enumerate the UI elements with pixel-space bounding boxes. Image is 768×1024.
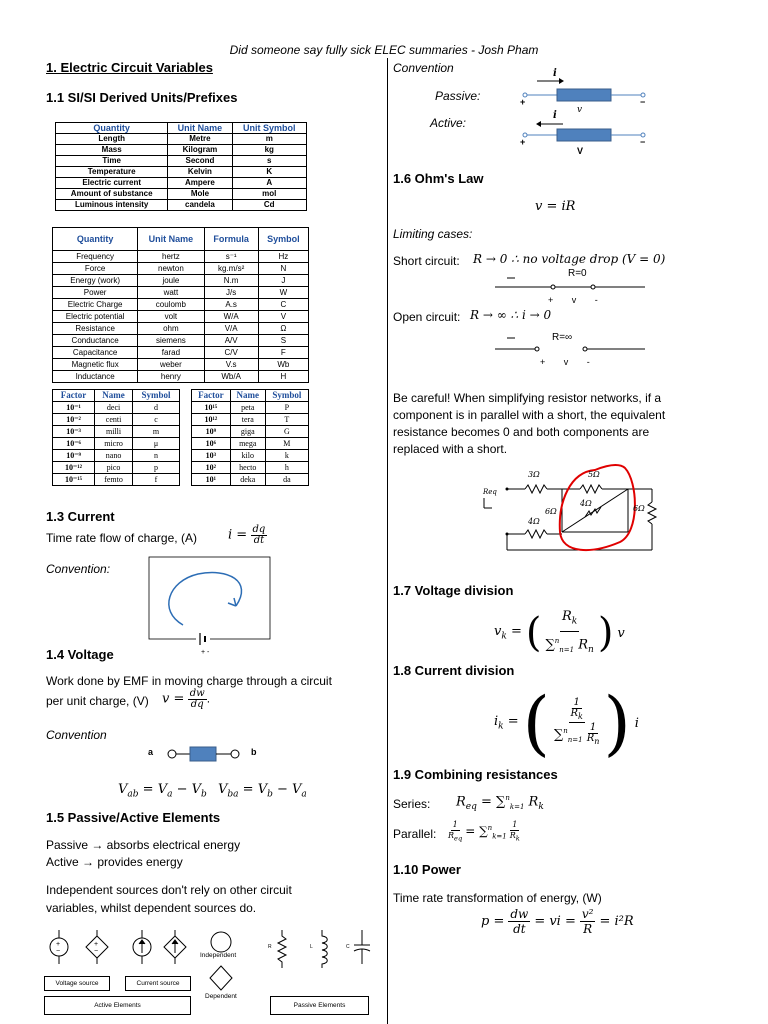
table-cell: C/V xyxy=(204,347,258,359)
table-header-cell: Quantity xyxy=(53,228,138,251)
table-cell: s⁻¹ xyxy=(204,251,258,263)
table-cell: m xyxy=(133,426,180,438)
table-header-row xyxy=(56,123,307,134)
table-cell: deka xyxy=(230,474,265,486)
table-cell: c xyxy=(133,414,180,426)
table-header-cell: Unit Name xyxy=(168,123,232,134)
table-cell: hertz xyxy=(138,251,204,263)
sources-text-1: Independent sources don't rely on other circuit xyxy=(46,883,292,897)
table-cell: nano xyxy=(95,450,133,462)
table-cell: Wb xyxy=(258,359,308,371)
voltage-description-2: per unit charge, (V) xyxy=(46,694,149,708)
voltage-equation: v = $\frac{dw}{dq}$ . xyxy=(162,688,211,710)
series-equation: $R_{eq} = \sum^n_{k=1}$ $R_k$ xyxy=(456,794,544,812)
table-cell: H xyxy=(258,371,308,383)
table-row xyxy=(192,426,309,438)
table-cell: pico xyxy=(95,462,133,474)
table-row xyxy=(56,134,307,145)
table-cell: S xyxy=(258,335,308,347)
short-circuit-label: Short circuit: xyxy=(393,254,460,268)
short-polarity: + v - xyxy=(548,295,606,305)
section-1-9-title: 1.9 Combining resistances xyxy=(393,767,558,782)
table-header-row xyxy=(192,390,309,402)
current-convention-diagram xyxy=(148,556,274,656)
table-cell: kg xyxy=(232,145,307,156)
ohms-law-equation: v = iR xyxy=(535,199,576,214)
table-cell: ohm xyxy=(138,323,204,335)
table-row xyxy=(53,323,309,335)
table-cell: farad xyxy=(138,347,204,359)
table-cell: Resistance xyxy=(53,323,138,335)
current-equation: i = $\frac{dq}{dt}$ xyxy=(228,524,266,546)
open-circuit-equation: R → ∞ ∴ i → 0 xyxy=(470,308,552,322)
table-cell: watt xyxy=(138,287,204,299)
table-cell: A.s xyxy=(204,299,258,311)
table-cell: Length xyxy=(56,134,168,145)
power-description: Time rate transformation of energy, (W) xyxy=(393,891,602,905)
table-cell: 10⁻³ xyxy=(53,426,95,438)
r-zero-label: R=0 xyxy=(568,268,587,279)
dependent-label: Dependent xyxy=(205,993,237,1000)
net-label-6ohm-inner: 6Ω xyxy=(545,507,557,516)
active-label: Active: xyxy=(430,116,467,130)
table-row xyxy=(53,335,309,347)
table-header-cell: Formula xyxy=(204,228,258,251)
table-cell: W xyxy=(258,287,308,299)
table-cell: P xyxy=(265,402,308,414)
table-cell: Amount of substance xyxy=(56,189,168,200)
passive-current-label: i xyxy=(553,68,557,79)
table-header-cell: Quantity xyxy=(56,123,168,134)
table-header-cell: Factor xyxy=(53,390,95,402)
passive-minus: − xyxy=(640,97,646,107)
table-row xyxy=(53,347,309,359)
active-voltage-label: V xyxy=(577,146,584,156)
table-row xyxy=(53,287,309,299)
current-description: Time rate flow of charge, (A) xyxy=(46,531,197,545)
table-row xyxy=(192,402,309,414)
table-cell: Power xyxy=(53,287,138,299)
table-header-cell: Factor xyxy=(192,390,231,402)
table-cell: Second xyxy=(168,156,232,167)
table-cell: micro xyxy=(95,438,133,450)
table-cell: Capacitance xyxy=(53,347,138,359)
table-cell: n xyxy=(133,450,180,462)
passive-voltage-label: v xyxy=(577,105,583,115)
table-cell: T xyxy=(265,414,308,426)
passive-plus: + xyxy=(520,97,526,107)
table-cell: 10¹⁵ xyxy=(192,402,231,414)
si-base-units-table xyxy=(55,122,307,211)
section-1-5-title: 1.5 Passive/Active Elements xyxy=(46,810,221,825)
table-cell: giga xyxy=(230,426,265,438)
svg-text:−: − xyxy=(94,948,99,955)
table-cell: femto xyxy=(95,474,133,486)
careful-note: Be careful! When simplifying resistor networks, if a component is in parallel with a short, the equivalent resistance becomes 0 and both components are replaced with a short. xyxy=(393,391,666,456)
table-cell: Mole xyxy=(168,189,232,200)
table-cell: M xyxy=(265,438,308,450)
table-row xyxy=(56,167,307,178)
table-cell: 10⁻⁹ xyxy=(53,450,95,462)
current-source-label: Current source xyxy=(125,976,191,991)
table-cell: deci xyxy=(95,402,133,414)
table-cell: Ampere xyxy=(168,178,232,189)
table-cell: Magnetic flux xyxy=(53,359,138,371)
table-cell: Metre xyxy=(168,134,232,145)
table-row xyxy=(53,359,309,371)
table-cell: h xyxy=(265,462,308,474)
net-label-6ohm-right: 6Ω xyxy=(633,504,645,513)
short-circuit-equation: R → 0 ∴ no voltage drop (V = 0) xyxy=(473,252,666,266)
table-cell: m xyxy=(232,134,307,145)
passive-active-convention-diagram xyxy=(515,68,655,158)
table-row xyxy=(56,178,307,189)
table-cell: k xyxy=(265,450,308,462)
column-divider xyxy=(387,58,388,1024)
section-1-title: 1. Electric Circuit Variables xyxy=(46,60,213,75)
table-cell: kilo xyxy=(230,450,265,462)
table-cell: hecto xyxy=(230,462,265,474)
table-header-cell: Symbol xyxy=(265,390,308,402)
table-cell: N.m xyxy=(204,275,258,287)
table-cell: candela xyxy=(168,200,232,211)
resistor-label: R xyxy=(268,944,272,950)
voltage-description-1: Work done by EMF in moving charge through a circuit xyxy=(46,674,332,688)
table-cell: Force xyxy=(53,263,138,275)
open-polarity: + v - xyxy=(540,357,598,367)
voltage-convention-diagram xyxy=(145,744,265,764)
table-cell: Cd xyxy=(232,200,307,211)
table-row xyxy=(53,438,180,450)
net-label-3ohm: 3Ω xyxy=(528,470,540,479)
vba-equation: $V_{ba} = V_b - V_a$ xyxy=(218,782,307,800)
table-cell: V.s xyxy=(204,359,258,371)
active-current-label: i xyxy=(553,110,557,121)
current-division-equation: $i_k$ = ( $\frac{1}{R_k}$ ∑$^n_{n=1}$ $\frac{1}{R_n}$ ) i xyxy=(494,682,639,764)
si-derived-units-table xyxy=(52,227,309,383)
net-label-4ohm-diag: 4Ω xyxy=(580,499,592,508)
prefix-small-table xyxy=(52,389,180,486)
table-cell: Hz xyxy=(258,251,308,263)
svg-text:+: + xyxy=(56,941,61,948)
section-1-8-title: 1.8 Current division xyxy=(393,663,515,678)
table-cell: K xyxy=(232,167,307,178)
sources-text-2: variables, whilst dependent sources do. xyxy=(46,901,257,915)
passive-label: Passive: xyxy=(435,89,481,103)
table-header-cell: Symbol xyxy=(258,228,308,251)
table-cell: Kilogram xyxy=(168,145,232,156)
table-cell: Energy (work) xyxy=(53,275,138,287)
section-1-10-title: 1.10 Power xyxy=(393,862,461,877)
table-cell: V xyxy=(258,311,308,323)
terminal-b-label: b xyxy=(251,747,257,757)
table-cell: Wb/A xyxy=(204,371,258,383)
voltage-division-equation: $v_k$ = ( $\frac{R_k}{\sum^n_{n=1} R_n}$ ) v xyxy=(494,609,625,657)
terminal-a-label: a xyxy=(148,747,154,757)
active-plus: + xyxy=(520,137,526,147)
table-row xyxy=(192,414,309,426)
table-row xyxy=(53,402,180,414)
table-cell: Mass xyxy=(56,145,168,156)
table-cell: 10⁻¹ xyxy=(53,402,95,414)
table-cell: centi xyxy=(95,414,133,426)
table-cell: kg.m/s² xyxy=(204,263,258,275)
section-1-7-title: 1.7 Voltage division xyxy=(393,583,514,598)
open-circuit-label: Open circuit: xyxy=(393,310,461,324)
table-row xyxy=(192,438,309,450)
net-label-4ohm-bottom: 4Ω xyxy=(528,517,540,526)
table-row xyxy=(53,275,309,287)
table-row xyxy=(56,145,307,156)
table-header-cell: Unit Symbol xyxy=(232,123,307,134)
table-cell: volt xyxy=(138,311,204,323)
table-cell: 10⁻¹⁵ xyxy=(53,474,95,486)
table-cell: 10⁶ xyxy=(192,438,231,450)
table-cell: milli xyxy=(95,426,133,438)
table-row xyxy=(56,156,307,167)
table-cell: 10³ xyxy=(192,450,231,462)
table-row xyxy=(53,251,309,263)
table-cell: Electric Charge xyxy=(53,299,138,311)
table-cell: 10⁻¹² xyxy=(53,462,95,474)
table-cell: Electric current xyxy=(56,178,168,189)
table-row xyxy=(53,474,180,486)
table-row xyxy=(192,462,309,474)
series-label: Series: xyxy=(393,797,431,811)
table-cell: Frequency xyxy=(53,251,138,263)
table-cell: W/A xyxy=(204,311,258,323)
table-cell: 10² xyxy=(192,462,231,474)
req-label: Req xyxy=(483,488,497,496)
table-cell: V/A xyxy=(204,323,258,335)
section-1-4-title: 1.4 Voltage xyxy=(46,647,114,662)
table-cell: weber xyxy=(138,359,204,371)
table-row xyxy=(53,414,180,426)
active-elements-label: Active Elements xyxy=(44,996,191,1015)
table-cell: F xyxy=(258,347,308,359)
table-cell: coulomb xyxy=(138,299,204,311)
table-cell: N xyxy=(258,263,308,275)
table-row xyxy=(53,299,309,311)
active-definition: Active → provides energy xyxy=(46,855,183,869)
table-cell: da xyxy=(265,474,308,486)
table-header-cell: Name xyxy=(230,390,265,402)
parallel-label: Parallel: xyxy=(393,827,437,841)
inductor-label: L xyxy=(310,944,313,950)
table-cell: p xyxy=(133,462,180,474)
table-cell: joule xyxy=(138,275,204,287)
independent-label: Independent xyxy=(200,952,237,959)
table-cell: siemens xyxy=(138,335,204,347)
table-cell: μ xyxy=(133,438,180,450)
svg-text:+ -: + - xyxy=(201,649,210,656)
svg-text:+: + xyxy=(94,941,99,948)
table-cell: Kelvin xyxy=(168,167,232,178)
table-cell: newton xyxy=(138,263,204,275)
table-row xyxy=(56,200,307,211)
table-cell: A xyxy=(232,178,307,189)
table-cell: 10⁹ xyxy=(192,426,231,438)
vab-equation: $V_{ab} = V_a - V_b$ xyxy=(118,782,207,800)
table-row xyxy=(56,189,307,200)
parallel-equation: $\frac{1}{R_{eq}}$ = ∑$^n_{k=1}$ $\frac{1}{R_k}$ xyxy=(448,820,520,843)
table-cell: mega xyxy=(230,438,265,450)
section-1-1-title: 1.1 SI/SI Derived Units/Prefixes xyxy=(46,90,238,105)
table-cell: A/V xyxy=(204,335,258,347)
table-row xyxy=(53,371,309,383)
page-header: Did someone say fully sick ELEC summaries - Josh Pham xyxy=(229,43,539,57)
table-row xyxy=(192,450,309,462)
table-header-cell: Unit Name xyxy=(138,228,204,251)
table-cell: 10¹² xyxy=(192,414,231,426)
r-infinity-label: R=∞ xyxy=(552,332,573,343)
table-cell: f xyxy=(133,474,180,486)
table-cell: 10⁻² xyxy=(53,414,95,426)
convention-label: Convention xyxy=(393,61,454,75)
current-convention-label: Convention: xyxy=(46,562,111,576)
table-cell: J xyxy=(258,275,308,287)
net-label-5ohm: 5Ω xyxy=(588,470,600,479)
table-row xyxy=(53,462,180,474)
table-cell: s xyxy=(232,156,307,167)
table-row xyxy=(53,311,309,323)
table-row xyxy=(192,474,309,486)
table-row xyxy=(53,450,180,462)
table-cell: Conductance xyxy=(53,335,138,347)
table-cell: C xyxy=(258,299,308,311)
table-cell: G xyxy=(265,426,308,438)
table-header-row xyxy=(53,390,180,402)
table-row xyxy=(53,263,309,275)
table-cell: tera xyxy=(230,414,265,426)
table-cell: Electric potential xyxy=(53,311,138,323)
capacitor-label: C xyxy=(346,944,350,950)
table-header-row xyxy=(53,228,309,251)
table-cell: Time xyxy=(56,156,168,167)
power-equation: p = $\frac{dw}{dt}$ = vi = $\frac{\text{v²}}{R}$ = i²R xyxy=(481,907,634,936)
passive-definition: Passive → absorbs electrical energy xyxy=(46,838,241,852)
table-cell: 10⁻⁶ xyxy=(53,438,95,450)
prefix-large-table xyxy=(191,389,309,486)
passive-elements-label: Passive Elements xyxy=(270,996,369,1015)
table-header-cell: Name xyxy=(95,390,133,402)
table-header-cell: Symbol xyxy=(133,390,180,402)
table-cell: Temperature xyxy=(56,167,168,178)
section-1-3-title: 1.3 Current xyxy=(46,509,115,524)
table-row xyxy=(53,426,180,438)
table-cell: peta xyxy=(230,402,265,414)
table-cell: henry xyxy=(138,371,204,383)
voltage-source-label: Voltage source xyxy=(44,976,110,991)
section-1-6-title: 1.6 Ohm's Law xyxy=(393,171,484,186)
voltage-convention-label: Convention xyxy=(46,728,107,742)
table-cell: 10¹ xyxy=(192,474,231,486)
table-cell: Ω xyxy=(258,323,308,335)
active-minus: − xyxy=(640,137,646,147)
table-cell: mol xyxy=(232,189,307,200)
table-cell: J/s xyxy=(204,287,258,299)
svg-text:−: − xyxy=(56,948,61,955)
table-cell: Inductance xyxy=(53,371,138,383)
table-cell: d xyxy=(133,402,180,414)
limiting-cases-label: Limiting cases: xyxy=(393,227,473,241)
table-cell: Luminous intensity xyxy=(56,200,168,211)
